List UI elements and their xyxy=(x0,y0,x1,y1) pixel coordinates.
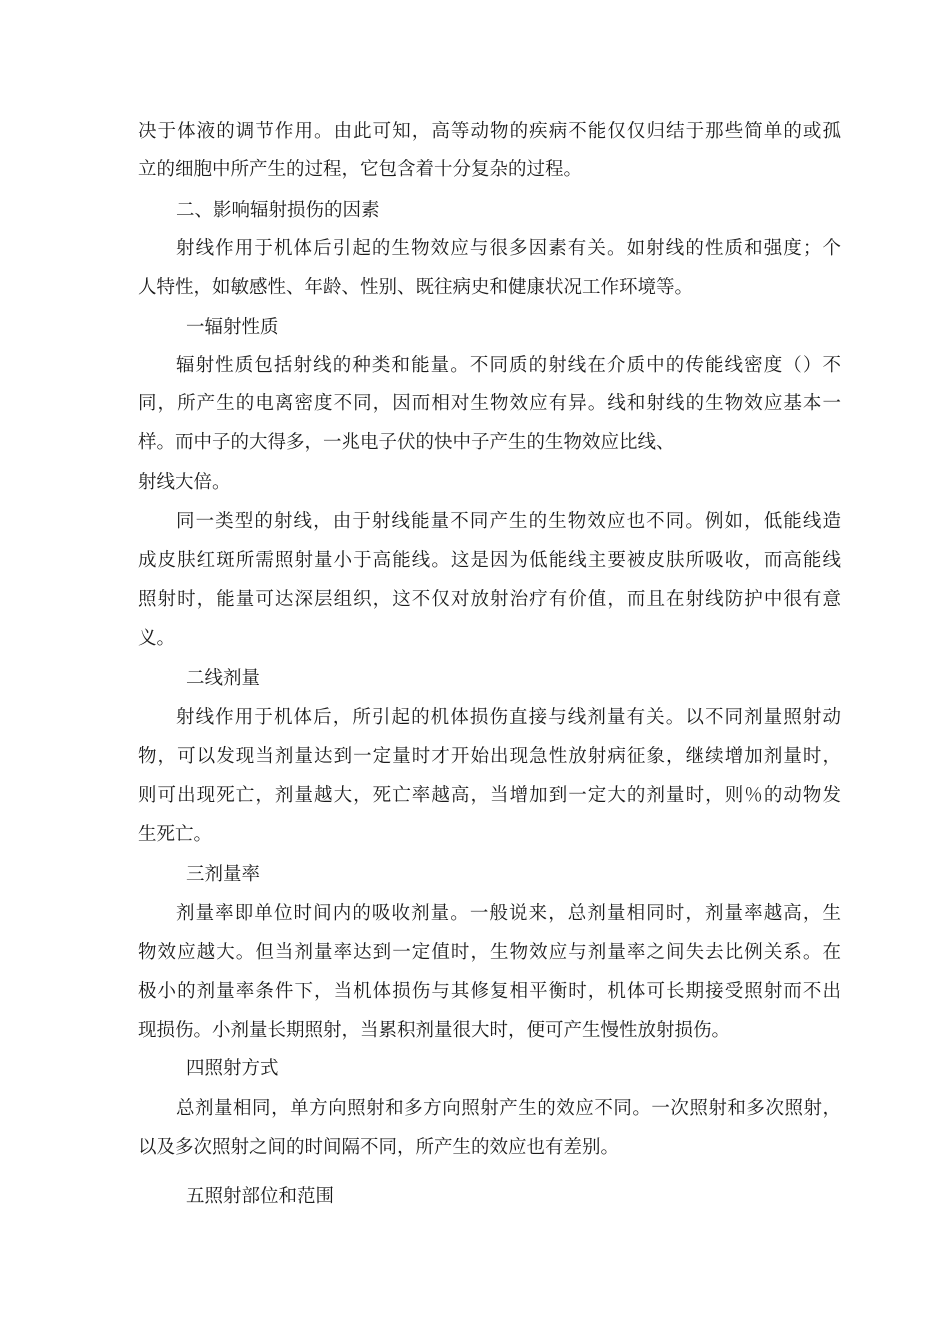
subsection-heading: 四照射方式 xyxy=(186,1058,279,1079)
paragraph-line: 则可出现死亡，剂量越大，死亡率越高，当增加到一定大的剂量时，则％的动物发 xyxy=(138,785,841,806)
paragraph-line: 总剂量相同，单方向照射和多方向照射产生的效应不同。一次照射和多次照射， xyxy=(176,1098,841,1119)
paragraph-line: 成皮肤红斑所需照射量小于高能线。这是因为低能线主要被皮肤所吸收，而高能线 xyxy=(138,550,841,571)
paragraph-line: 义。 xyxy=(138,628,176,649)
subsection-heading: 一辐射性质 xyxy=(186,317,279,338)
paragraph-line: 生死亡。 xyxy=(138,824,213,845)
paragraph-line: 人特性，如敏感性、年龄、性别、既往病史和健康状况工作环境等。 xyxy=(138,277,694,298)
paragraph-line: 剂量率即单位时间内的吸收剂量。一般说来，总剂量相同时，剂量率越高，生 xyxy=(176,903,841,924)
paragraph-line: 同，所产生的电离密度不同，因而相对生物效应有异。线和射线的生物效应基本一 xyxy=(138,393,841,414)
paragraph-line: 立的细胞中所产生的过程，它包含着十分复杂的过程。 xyxy=(138,159,583,180)
subsection-heading: 二线剂量 xyxy=(186,668,261,689)
paragraph-line: 现损伤。小剂量长期照射，当累积剂量很大时，便可产生慢性放射损伤。 xyxy=(138,1020,731,1041)
paragraph-line: 照射时，能量可达深层组织，这不仅对放射治疗有价值，而且在射线防护中很有意 xyxy=(138,589,841,610)
subsection-heading: 三剂量率 xyxy=(186,864,261,885)
paragraph-line: 辐射性质包括射线的种类和能量。不同质的射线在介质中的传能线密度（）不 xyxy=(176,355,841,376)
paragraph-line: 同一类型的射线，由于射线能量不同产生的生物效应也不同。例如，低能线造 xyxy=(176,511,841,532)
paragraph-line: 决于体液的调节作用。由此可知，高等动物的疾病不能仅仅归结于那些简单的或孤 xyxy=(138,121,841,142)
paragraph-line: 极小的剂量率条件下，当机体损伤与其修复相平衡时，机体可长期接受照射而不出 xyxy=(138,981,841,1002)
subsection-heading: 五照射部位和范围 xyxy=(186,1186,335,1207)
paragraph-line: 物，可以发现当剂量达到一定量时才开始出现急性放射病征象，继续增加剂量时， xyxy=(138,746,841,767)
paragraph-line: 以及多次照射之间的时间隔不同，所产生的效应也有差别。 xyxy=(138,1137,620,1158)
paragraph-line: 射线作用于机体后，所引起的机体损伤直接与线剂量有关。以不同剂量照射动 xyxy=(176,707,841,728)
section-heading: 二、影响辐射损伤的因素 xyxy=(176,200,380,221)
paragraph-line: 样。而中子的大得多，一兆电子伏的快中子产生的生物效应比线、 xyxy=(138,432,675,453)
paragraph-line: 射线大倍。 xyxy=(138,472,231,493)
paragraph-line: 射线作用于机体后引起的生物效应与很多因素有关。如射线的性质和强度；个 xyxy=(176,238,841,259)
paragraph-line: 物效应越大。但当剂量率达到一定值时，生物效应与剂量率之间失去比例关系。在 xyxy=(138,942,841,963)
